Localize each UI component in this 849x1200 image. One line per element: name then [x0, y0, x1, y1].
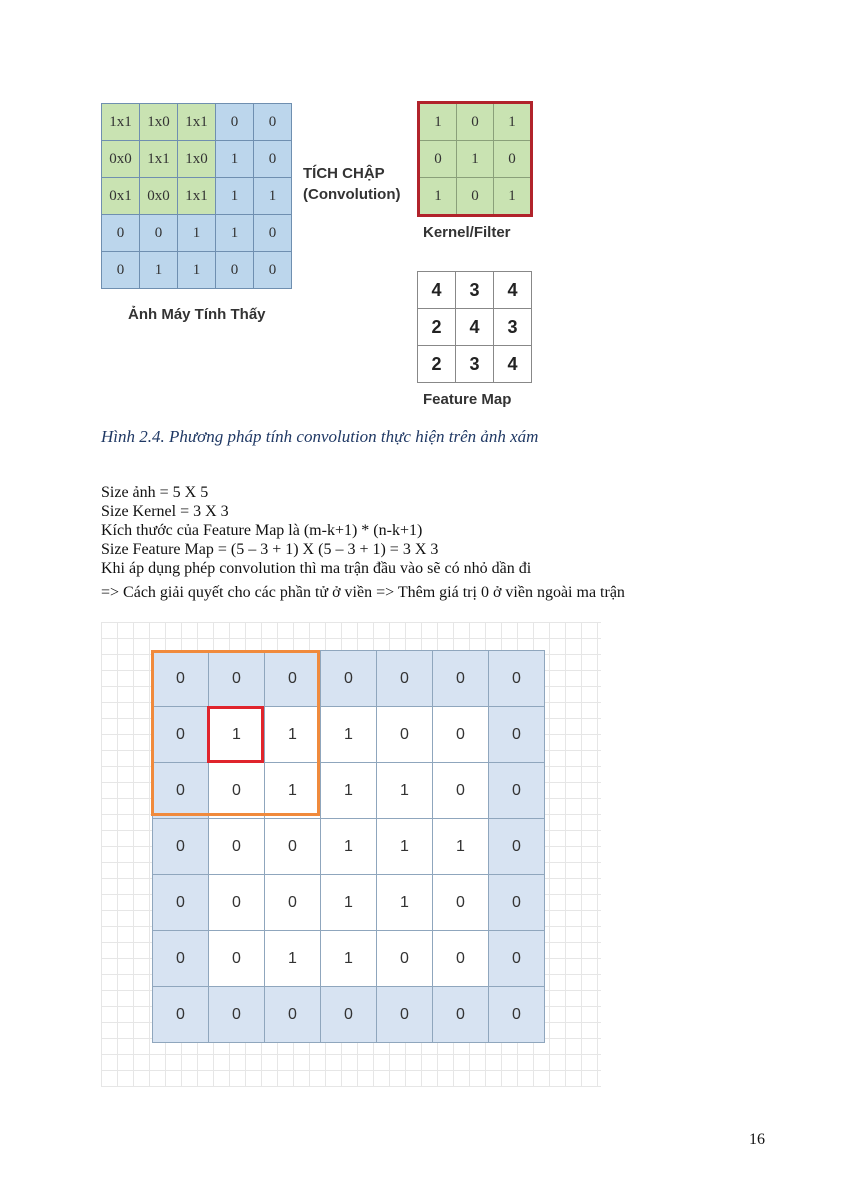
grid-cell: 0 [265, 875, 321, 931]
grid-cell: 0 [265, 987, 321, 1043]
grid-cell: 1 [433, 819, 489, 875]
grid-cell: 0 [153, 707, 209, 763]
grid-cell: 0 [377, 931, 433, 987]
grid-cell: 0 [457, 103, 494, 141]
grid-cell: 0 [265, 651, 321, 707]
grid-cell: 2 [418, 309, 456, 346]
grid-row [418, 272, 532, 309]
grid-cell: 0 [209, 931, 265, 987]
grid-row [153, 931, 545, 987]
grid-cell: 0 [419, 141, 457, 178]
grid-cell: 0x0 [102, 141, 140, 178]
grid-cell: 1 [216, 141, 254, 178]
grid-cell: 1x1 [102, 104, 140, 141]
grid-cell: 0 [489, 763, 545, 819]
grid-cell: 1 [178, 252, 216, 289]
grid-cell: 3 [494, 309, 532, 346]
grid-cell: 1 [140, 252, 178, 289]
grid-cell: 1 [419, 178, 457, 216]
grid-cell: 0 [377, 707, 433, 763]
grid-cell: 1 [457, 141, 494, 178]
grid-cell: 1 [494, 178, 532, 216]
grid-cell: 1 [377, 763, 433, 819]
grid-cell: 4 [418, 272, 456, 309]
grid-cell: 1 [209, 707, 265, 763]
grid-row [418, 309, 532, 346]
grid-cell: 1 [321, 707, 377, 763]
figure-caption: Hình 2.4. Phương pháp tính convolution thực hiện trên ảnh xám [101, 427, 539, 446]
grid-cell: 1 [321, 875, 377, 931]
grid-cell: 0 [489, 875, 545, 931]
grid-cell: 0 [489, 651, 545, 707]
feature-map-grid [417, 271, 532, 383]
grid-cell: 3 [456, 346, 494, 383]
grid-cell: 0 [321, 651, 377, 707]
grid-cell: 1x1 [140, 141, 178, 178]
grid-cell: 4 [456, 309, 494, 346]
text-line: => Cách giải quyết cho các phần tử ở viền => Thêm giá trị 0 ở viền ngoài ma trận [101, 584, 625, 601]
grid-cell: 0 [216, 252, 254, 289]
text-line: Size Kernel = 3 X 3 [101, 503, 229, 520]
grid-cell: 0 [489, 819, 545, 875]
grid-cell: 0x0 [140, 178, 178, 215]
grid-cell: 1 [216, 178, 254, 215]
grid-cell: 0 [254, 215, 292, 252]
page-number: 16 [749, 1131, 765, 1148]
grid-cell: 0 [254, 104, 292, 141]
convolution-label-line2: (Convolution) [303, 186, 401, 203]
input-image-label: Ảnh Máy Tính Thấy [128, 306, 266, 323]
grid-cell: 0 [433, 651, 489, 707]
grid-cell: 1x1 [178, 104, 216, 141]
grid-cell: 1x0 [140, 104, 178, 141]
grid-cell: 0 [433, 707, 489, 763]
grid-cell: 1 [321, 931, 377, 987]
grid-cell: 0 [209, 875, 265, 931]
grid-row [153, 819, 545, 875]
grid-cell: 1x1 [178, 178, 216, 215]
text-line: Kích thước của Feature Map là (m-k+1) * (n-k+1) [101, 522, 423, 539]
grid-cell: 0 [153, 931, 209, 987]
input-image-grid [101, 103, 292, 289]
center-cell-outline [207, 706, 264, 763]
grid-row [102, 252, 292, 289]
grid-cell: 0 [377, 651, 433, 707]
grid-cell: 0 [433, 987, 489, 1043]
grid-row [419, 141, 532, 178]
grid-cell: 0x1 [102, 178, 140, 215]
grid-cell: 0 [489, 707, 545, 763]
grid-cell: 0 [209, 651, 265, 707]
grid-cell: 0 [102, 215, 140, 252]
grid-cell: 1 [265, 763, 321, 819]
grid-cell: 0 [216, 104, 254, 141]
grid-cell: 1 [377, 875, 433, 931]
grid-cell: 0 [153, 987, 209, 1043]
grid-cell: 0 [433, 931, 489, 987]
grid-cell: 0 [153, 651, 209, 707]
grid-row [419, 103, 532, 141]
grid-cell: 0 [153, 875, 209, 931]
grid-cell: 0 [209, 763, 265, 819]
grid-cell: 0 [153, 763, 209, 819]
grid-cell: 0 [254, 252, 292, 289]
kernel-label: Kernel/Filter [423, 224, 511, 241]
grid-cell: 3 [456, 272, 494, 309]
grid-row [102, 104, 292, 141]
grid-cell: 1 [265, 707, 321, 763]
convolution-label [303, 163, 400, 205]
grid-cell: 0 [457, 178, 494, 216]
grid-cell: 0 [433, 763, 489, 819]
grid-cell: 1 [178, 215, 216, 252]
grid-cell: 4 [494, 272, 532, 309]
grid-cell: 0 [489, 987, 545, 1043]
grid-cell: 1 [254, 178, 292, 215]
grid-cell: 0 [494, 141, 532, 178]
kernel-grid [417, 101, 533, 217]
grid-cell: 0 [153, 819, 209, 875]
grid-cell: 4 [494, 346, 532, 383]
grid-cell: 0 [254, 141, 292, 178]
grid-cell: 0 [489, 931, 545, 987]
grid-row [419, 178, 532, 216]
grid-cell: 0 [265, 819, 321, 875]
convolution-label-line1: TÍCH CHẬP [303, 165, 385, 182]
grid-cell: 0 [140, 215, 178, 252]
padded-matrix-figure [101, 622, 601, 1087]
text-line: Size ảnh = 5 X 5 [101, 484, 209, 501]
grid-row [102, 141, 292, 178]
grid-cell: 1 [321, 763, 377, 819]
grid-cell: 1 [377, 819, 433, 875]
grid-cell: 0 [321, 987, 377, 1043]
text-line: Khi áp dụng phép convolution thì ma trận đầu vào sẽ có nhỏ dần đi [101, 560, 532, 577]
grid-cell: 0 [377, 987, 433, 1043]
grid-cell: 0 [209, 987, 265, 1043]
grid-cell: 0 [433, 875, 489, 931]
text-line: Size Feature Map = (5 – 3 + 1) X (5 – 3 + 1) = 3 X 3 [101, 541, 439, 558]
grid-row [153, 875, 545, 931]
grid-cell: 1 [419, 103, 457, 141]
grid-cell: 1x0 [178, 141, 216, 178]
feature-map-label: Feature Map [423, 391, 512, 408]
grid-row [102, 178, 292, 215]
grid-cell: 0 [102, 252, 140, 289]
grid-cell: 0 [209, 819, 265, 875]
grid-cell: 1 [321, 819, 377, 875]
grid-row [153, 987, 545, 1043]
grid-row [102, 215, 292, 252]
grid-cell: 2 [418, 346, 456, 383]
grid-row [418, 346, 532, 383]
grid-cell: 1 [265, 931, 321, 987]
grid-cell: 1 [494, 103, 532, 141]
body-text [101, 483, 625, 602]
grid-cell: 1 [216, 215, 254, 252]
